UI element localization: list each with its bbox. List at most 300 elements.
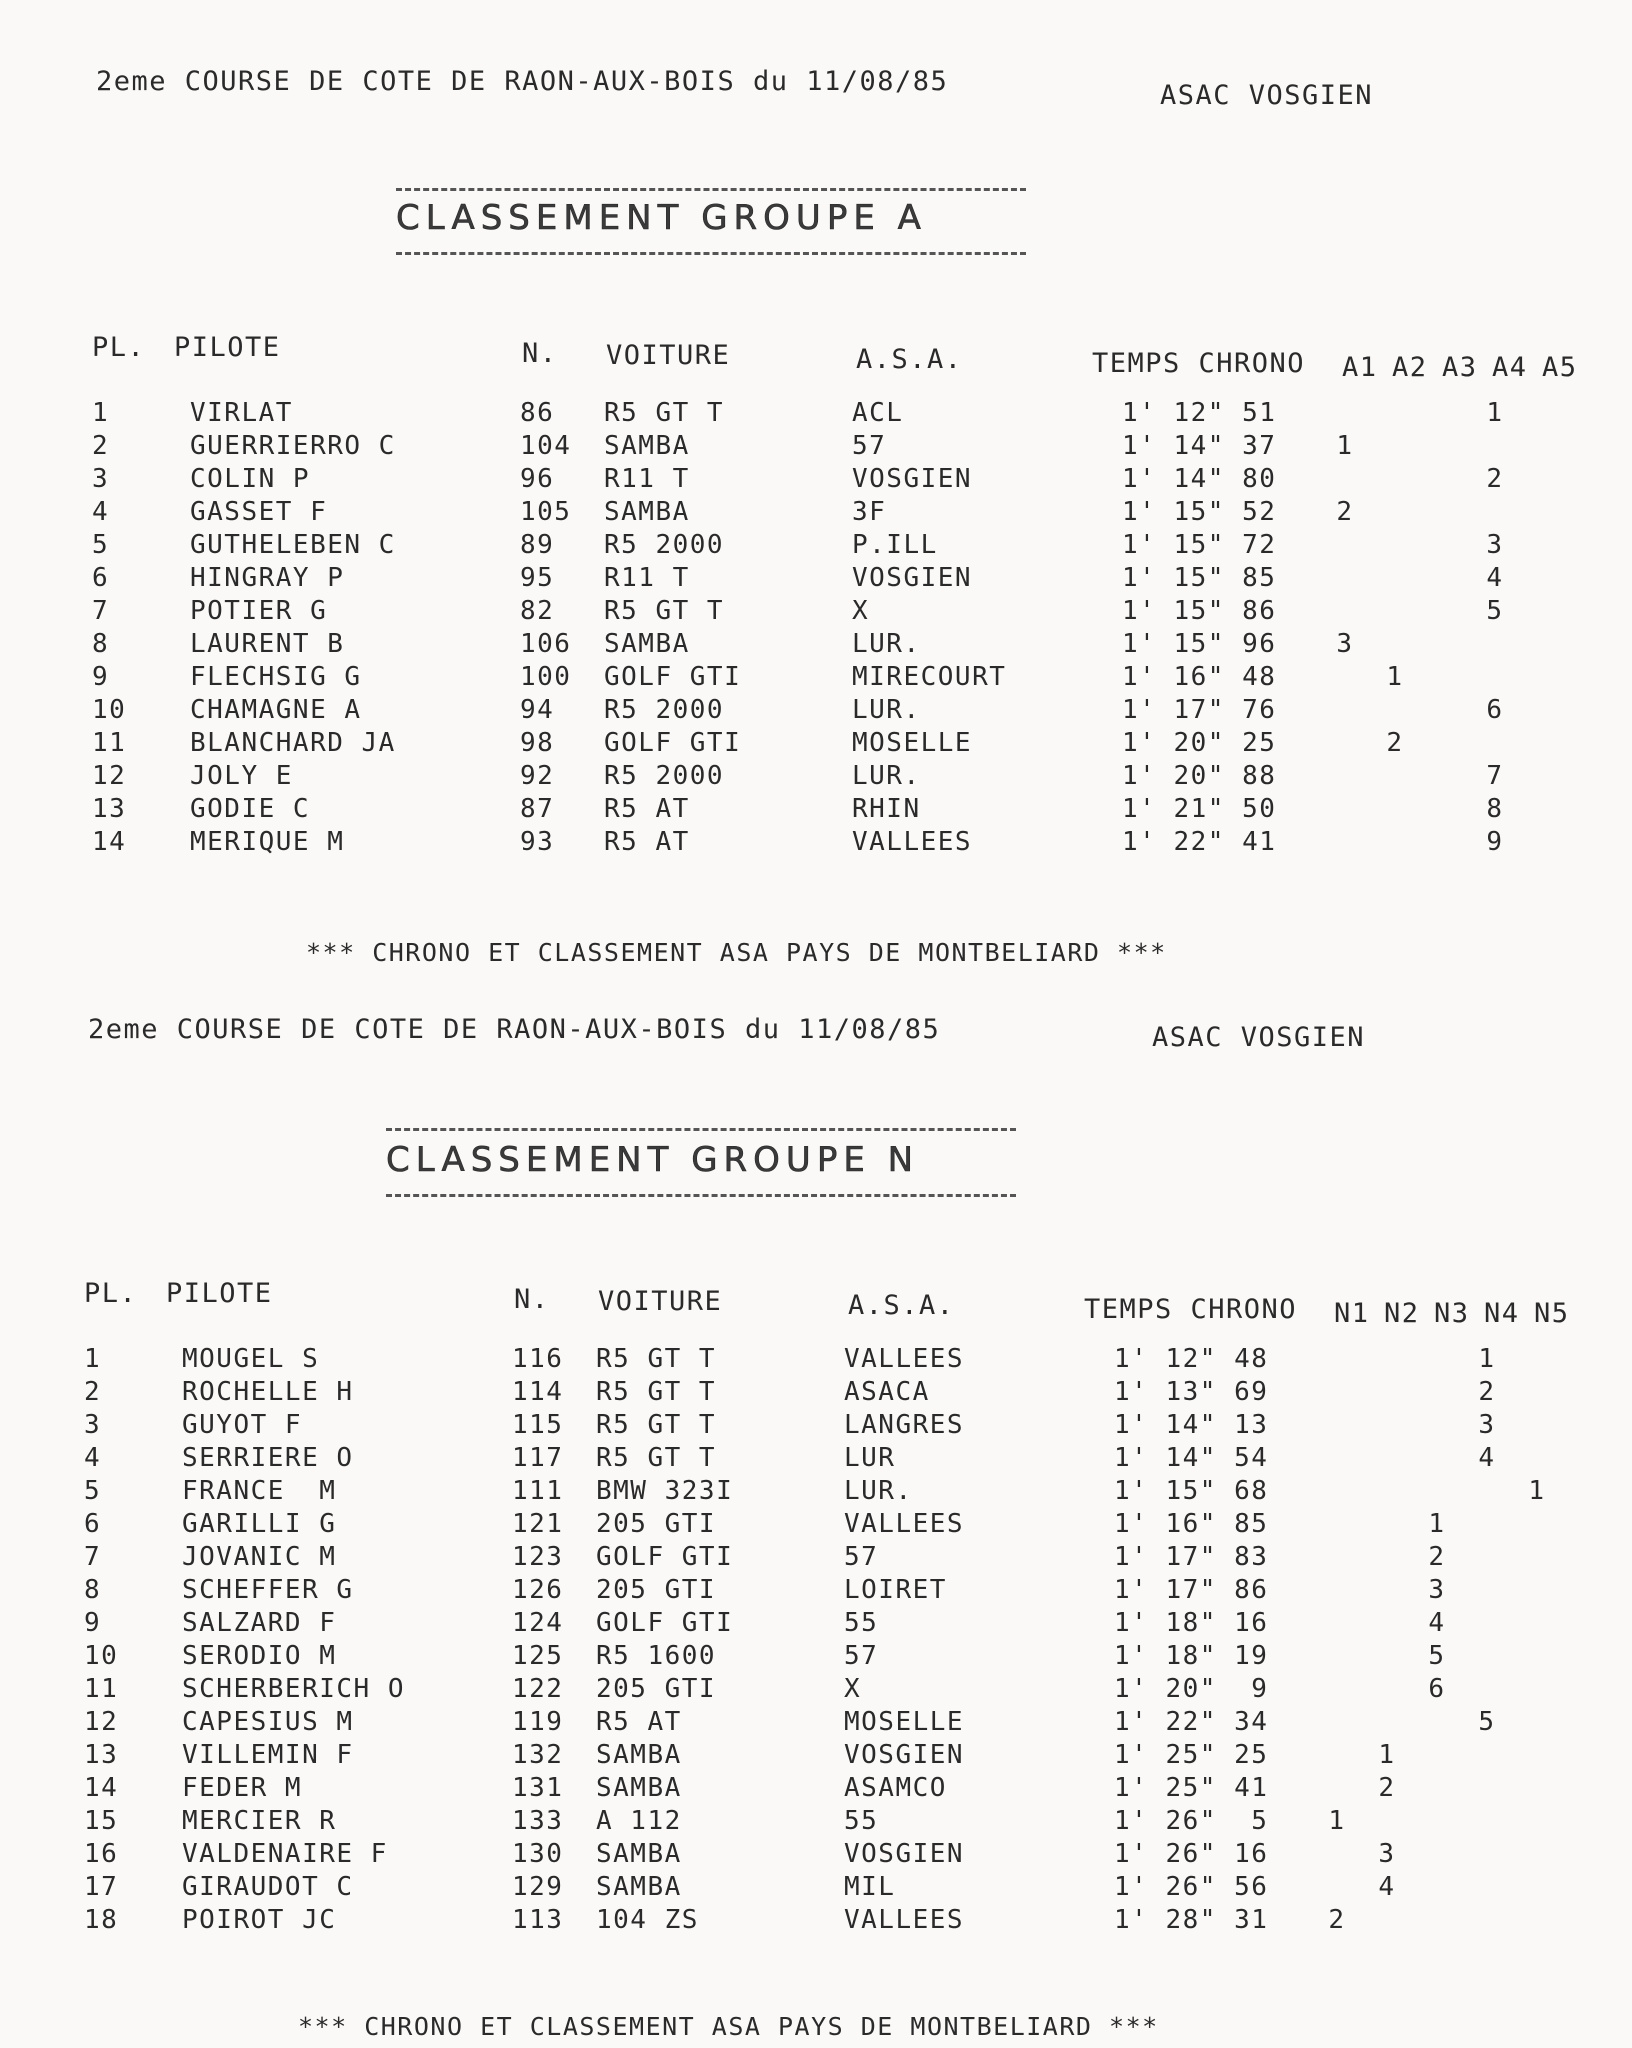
driver-cell: VILLEMIN F [182,1739,354,1770]
time-cell: 1' 15" 85 [1122,562,1277,593]
car-number-cell: 105 [520,496,572,527]
result-row [82,1672,1562,1705]
class-4-cell: 1 [1478,1343,1496,1374]
driver-cell: JOVANIC M [182,1541,337,1572]
time-cell: 1' 20" 88 [1122,760,1277,791]
car-number-cell: 106 [520,628,572,659]
car-cell: GOLF GTI [596,1541,734,1572]
car-number-cell: 92 [520,760,555,791]
rank-cell: 2 [84,1376,102,1407]
class-1-cell [1312,1672,1362,1705]
class-2-cell [1370,561,1420,594]
car-number-cell: 93 [520,826,555,857]
class-1-cell [1312,1474,1362,1507]
time-cell: 1' 16" 48 [1122,661,1277,692]
class-2-cell: 3 [1378,1838,1396,1869]
class-2-cell [1362,1507,1412,1540]
class-2-cell: 1 [1378,1739,1396,1770]
driver-cell: GARILLI G [182,1508,337,1539]
class-3-cell [1420,462,1470,495]
car-cell: SAMBA [604,430,690,461]
class-4-cell [1462,1771,1512,1804]
class-5-cell [1512,1705,1562,1738]
asa-cell: 57 [852,430,887,461]
driver-cell: MOUGEL S [182,1343,320,1374]
asa-cell: VALLEES [844,1904,965,1935]
col-header-class-2: N2 [1384,1298,1420,1329]
col-header-class-1: A1 [1342,352,1378,383]
class-3-cell [1420,726,1470,759]
class-5-cell [1520,594,1570,627]
class-1-cell [1312,1639,1362,1672]
result-row [82,1375,1562,1408]
class-1-cell [1312,1837,1362,1870]
class-4-cell: 5 [1486,595,1504,626]
class-3-cell: 2 [1428,1541,1446,1572]
rank-cell: 1 [92,397,110,428]
class-4-cell [1470,660,1520,693]
col-header-voiture: VOITURE [606,340,731,371]
car-cell: SAMBA [596,1838,682,1869]
class-1-cell [1320,396,1370,429]
rank-cell: 11 [84,1673,119,1704]
driver-cell: MERIQUE M [190,826,345,857]
car-number-cell: 130 [512,1838,564,1869]
rank-cell: 3 [84,1409,102,1440]
car-number-cell: 119 [512,1706,564,1737]
class-4-cell [1462,1606,1512,1639]
class-4-cell [1470,429,1520,462]
class-1-cell [1312,1738,1362,1771]
class-1-cell [1312,1606,1362,1639]
rank-cell: 14 [84,1772,119,1803]
car-cell: R5 GT T [604,595,725,626]
result-row [90,462,1570,495]
class-1-cell [1320,759,1370,792]
asa-cell: LOIRET [844,1574,947,1605]
asa-cell: LUR. [844,1475,913,1506]
rank-cell: 1 [84,1343,102,1374]
class-3-cell [1420,396,1470,429]
time-cell: 1' 17" 86 [1114,1574,1269,1605]
asa-cell: LANGRES [844,1409,965,1440]
car-cell: SAMBA [604,496,690,527]
class-1-cell [1320,660,1370,693]
class-2-cell [1362,1705,1412,1738]
car-number-cell: 98 [520,727,555,758]
car-cell: R5 GT T [596,1409,717,1440]
class-2-cell [1362,1606,1412,1639]
car-cell: 205 GTI [596,1508,717,1539]
class-4-cell [1462,1639,1512,1672]
asa-cell: VOSGIEN [844,1739,965,1770]
class-1-cell [1320,462,1370,495]
class-2-cell: 4 [1378,1871,1396,1902]
class-5-cell [1512,1804,1562,1837]
class-1-cell: 2 [1336,496,1354,527]
asa-cell: 55 [844,1607,879,1638]
footer-note: *** CHRONO ET CLASSEMENT ASA PAYS DE MONTBELIARD *** [306,938,1167,967]
driver-cell: GUTHELEBEN C [190,529,396,560]
rank-cell: 10 [92,694,127,725]
asa-cell: ACL [852,397,904,428]
rank-cell: 9 [84,1607,102,1638]
result-row [90,561,1570,594]
class-1-cell [1320,693,1370,726]
asa-cell: VALLEES [844,1508,965,1539]
time-cell: 1' 26" 5 [1114,1805,1269,1836]
title-rule-top [386,1128,1016,1131]
driver-cell: SALZARD F [182,1607,337,1638]
driver-cell: GUYOT F [182,1409,303,1440]
class-3-cell [1420,561,1470,594]
rank-cell: 12 [92,760,127,791]
class-3-cell [1420,495,1470,528]
asa-cell: X [852,595,870,626]
time-cell: 1' 22" 34 [1114,1706,1269,1737]
section-title: CLASSEMENT GROUPE N [386,1140,920,1180]
car-cell: A 112 [596,1805,682,1836]
car-cell: R5 GT T [604,397,725,428]
class-3-cell [1420,825,1470,858]
class-1-cell [1312,1342,1362,1375]
driver-cell: LAURENT B [190,628,345,659]
class-2-cell [1370,528,1420,561]
class-5-cell [1512,1375,1562,1408]
class-3-cell [1420,792,1470,825]
car-number-cell: 131 [512,1772,564,1803]
class-3-cell [1412,1342,1462,1375]
result-row [82,1408,1562,1441]
asa-cell: ASAMCO [844,1772,947,1803]
results-table-groupe-a [90,396,1570,858]
car-number-cell: 132 [512,1739,564,1770]
class-1-cell [1320,792,1370,825]
event-title: 2eme COURSE DE COTE DE RAON-AUX-BOIS du 11/08/85 [88,1014,941,1045]
col-header-pl: PL. [84,1278,138,1309]
col-header-asa: A.S.A. [848,1290,955,1321]
class-2-cell: 2 [1386,727,1404,758]
result-row [82,1573,1562,1606]
class-1-cell [1312,1441,1362,1474]
class-4-cell: 3 [1478,1409,1496,1440]
rank-cell: 15 [84,1805,119,1836]
class-3-cell: 4 [1428,1607,1446,1638]
car-cell: R11 T [604,562,690,593]
asa-cell: 57 [844,1640,879,1671]
rank-cell: 4 [92,496,110,527]
car-cell: SAMBA [596,1772,682,1803]
rank-cell: 12 [84,1706,119,1737]
result-row [82,1540,1562,1573]
car-number-cell: 96 [520,463,555,494]
class-2-cell [1362,1573,1412,1606]
time-cell: 1' 20" 9 [1114,1673,1269,1704]
rank-cell: 6 [84,1508,102,1539]
class-1-cell [1312,1375,1362,1408]
col-header-pilote: PILOTE [166,1278,273,1309]
car-number-cell: 104 [520,430,572,461]
time-cell: 1' 26" 56 [1114,1871,1269,1902]
col-header-pl: PL. [92,332,146,363]
driver-cell: SCHERBERICH O [182,1673,405,1704]
class-5-cell [1512,1738,1562,1771]
class-5-cell [1520,825,1570,858]
col-header-temps: TEMPS CHRONO [1084,1294,1298,1325]
class-2-cell [1362,1408,1412,1441]
driver-cell: VALDENAIRE F [182,1838,388,1869]
class-2-cell [1362,1441,1412,1474]
driver-cell: JOLY E [190,760,293,791]
class-4-cell [1462,1903,1512,1936]
car-cell: R5 AT [604,826,690,857]
col-header-class-3: N3 [1434,1298,1470,1329]
result-row [82,1837,1562,1870]
car-cell: R5 GT T [596,1442,717,1473]
asa-cell: VALLEES [844,1343,965,1374]
class-3-cell [1412,1804,1462,1837]
class-2-cell [1370,396,1420,429]
asa-cell: VOSGIEN [844,1838,965,1869]
class-2-cell: 2 [1378,1772,1396,1803]
class-4-cell: 3 [1486,529,1504,560]
col-header-class-4: A4 [1492,352,1528,383]
col-header-class-1: N1 [1334,1298,1370,1329]
asa-cell: LUR. [852,760,921,791]
class-4-cell: 2 [1478,1376,1496,1407]
time-cell: 1' 15" 52 [1122,496,1277,527]
driver-cell: GUERRIERRO C [190,430,396,461]
time-cell: 1' 18" 19 [1114,1640,1269,1671]
car-cell: R5 AT [596,1706,682,1737]
asa-cell: 55 [844,1805,879,1836]
time-cell: 1' 20" 25 [1122,727,1277,758]
asa-cell: MOSELLE [844,1706,965,1737]
rank-cell: 5 [92,529,110,560]
class-4-cell [1462,1837,1512,1870]
result-row [90,693,1570,726]
rank-cell: 5 [84,1475,102,1506]
col-header-temps: TEMPS CHRONO [1092,348,1306,379]
class-1-cell [1312,1870,1362,1903]
class-5-cell [1520,660,1570,693]
class-2-cell [1370,462,1420,495]
time-cell: 1' 17" 83 [1114,1541,1269,1572]
car-number-cell: 100 [520,661,572,692]
section-title: CLASSEMENT GROUPE A [396,198,927,238]
class-3-cell: 1 [1428,1508,1446,1539]
class-1-cell [1312,1705,1362,1738]
result-row [82,1342,1562,1375]
col-header-class-5: A5 [1542,352,1578,383]
result-row [82,1639,1562,1672]
asa-cell: MIRECOURT [852,661,1007,692]
class-2-cell [1370,792,1420,825]
class-4-cell: 4 [1478,1442,1496,1473]
class-4-cell: 2 [1486,463,1504,494]
result-row [90,792,1570,825]
class-5-cell [1520,528,1570,561]
result-row [90,396,1570,429]
class-2-cell [1362,1804,1412,1837]
class-3-cell [1412,1837,1462,1870]
result-row [82,1738,1562,1771]
class-2-cell [1370,627,1420,660]
class-4-cell: 5 [1478,1706,1496,1737]
col-header-voiture: VOITURE [598,1286,723,1317]
class-5-cell [1512,1606,1562,1639]
driver-cell: SERODIO M [182,1640,337,1671]
driver-cell: MERCIER R [182,1805,337,1836]
car-cell: GOLF GTI [596,1607,734,1638]
asa-cell: ASACA [844,1376,930,1407]
class-3-cell [1412,1441,1462,1474]
car-number-cell: 125 [512,1640,564,1671]
car-number-cell: 82 [520,595,555,626]
time-cell: 1' 25" 41 [1114,1772,1269,1803]
driver-cell: GIRAUDOT C [182,1871,354,1902]
class-5-cell [1512,1507,1562,1540]
class-5-cell [1520,693,1570,726]
class-4-cell [1462,1540,1512,1573]
driver-cell: SERRIERE O [182,1442,354,1473]
asa-cell: RHIN [852,793,921,824]
rank-cell: 4 [84,1442,102,1473]
rank-cell: 16 [84,1838,119,1869]
class-5-cell [1520,726,1570,759]
class-1-cell [1320,825,1370,858]
event-title: 2eme COURSE DE COTE DE RAON-AUX-BOIS du 11/08/85 [96,66,949,97]
class-4-cell [1462,1870,1512,1903]
class-3-cell [1420,594,1470,627]
car-number-cell: 129 [512,1871,564,1902]
driver-cell: POTIER G [190,595,328,626]
class-5-cell [1520,627,1570,660]
class-1-cell [1312,1771,1362,1804]
class-2-cell [1362,1903,1412,1936]
car-number-cell: 94 [520,694,555,725]
time-cell: 1' 15" 68 [1114,1475,1269,1506]
class-3-cell [1412,1870,1462,1903]
class-4-cell [1470,627,1520,660]
result-row [90,495,1570,528]
asa-cell: MIL [844,1871,896,1902]
result-row [82,1507,1562,1540]
asa-cell: 3F [852,496,887,527]
rank-cell: 6 [92,562,110,593]
title-rule-top [396,188,1026,191]
result-row [82,1804,1562,1837]
class-3-cell [1420,759,1470,792]
driver-cell: POIROT JC [182,1904,337,1935]
class-2-cell [1362,1672,1412,1705]
car-cell: SAMBA [604,628,690,659]
driver-cell: FLECHSIG G [190,661,362,692]
class-2-cell [1362,1342,1412,1375]
class-2-cell [1370,825,1420,858]
asa-cell: X [844,1673,862,1704]
col-header-n: N. [522,338,558,369]
title-rule-bottom [386,1194,1016,1197]
rank-cell: 3 [92,463,110,494]
rank-cell: 7 [84,1541,102,1572]
class-4-cell: 9 [1486,826,1504,857]
rank-cell: 17 [84,1871,119,1902]
car-cell: SAMBA [596,1739,682,1770]
driver-cell: CAPESIUS M [182,1706,354,1737]
car-number-cell: 89 [520,529,555,560]
class-1-cell [1312,1573,1362,1606]
car-cell: GOLF GTI [604,661,742,692]
class-2-cell [1370,429,1420,462]
driver-cell: BLANCHARD JA [190,727,396,758]
car-number-cell: 133 [512,1805,564,1836]
asa-cell: VOSGIEN [852,463,973,494]
class-3-cell [1420,429,1470,462]
class-2-cell [1370,759,1420,792]
class-5-cell [1520,429,1570,462]
col-header-class-2: A2 [1392,352,1428,383]
rank-cell: 13 [84,1739,119,1770]
rank-cell: 13 [92,793,127,824]
driver-cell: GASSET F [190,496,328,527]
time-cell: 1' 14" 13 [1114,1409,1269,1440]
class-4-cell [1462,1804,1512,1837]
class-5-cell [1520,495,1570,528]
class-4-cell [1462,1573,1512,1606]
class-5-cell [1512,1639,1562,1672]
car-cell: R11 T [604,463,690,494]
class-2-cell [1362,1375,1412,1408]
class-2-cell [1362,1474,1412,1507]
class-3-cell [1412,1474,1462,1507]
car-number-cell: 95 [520,562,555,593]
rank-cell: 9 [92,661,110,692]
car-cell: BMW 323I [596,1475,734,1506]
title-rule-bottom [396,252,1026,255]
class-5-cell [1520,792,1570,825]
car-cell: R5 2000 [604,760,725,791]
rank-cell: 11 [92,727,127,758]
time-cell: 1' 14" 80 [1122,463,1277,494]
class-3-cell [1412,1771,1462,1804]
result-row [82,1474,1562,1507]
driver-cell: ROCHELLE H [182,1376,354,1407]
asa-cell: VALLEES [852,826,973,857]
class-5-cell [1512,1870,1562,1903]
class-1-cell: 2 [1328,1904,1346,1935]
class-5-cell [1520,396,1570,429]
car-number-cell: 111 [512,1475,564,1506]
driver-cell: VIRLAT [190,397,293,428]
driver-cell: SCHEFFER G [182,1574,354,1605]
result-row [90,429,1570,462]
class-1-cell: 3 [1336,628,1354,659]
col-header-class-3: A3 [1442,352,1478,383]
col-header-asa: A.S.A. [856,344,963,375]
class-5-cell [1512,1573,1562,1606]
class-2-cell [1370,495,1420,528]
class-3-cell [1412,1738,1462,1771]
class-5-cell [1520,759,1570,792]
time-cell: 1' 15" 86 [1122,595,1277,626]
asa-cell: 57 [844,1541,879,1572]
car-cell: R5 2000 [604,529,725,560]
time-cell: 1' 28" 31 [1114,1904,1269,1935]
time-cell: 1' 15" 72 [1122,529,1277,560]
car-number-cell: 114 [512,1376,564,1407]
result-row [90,627,1570,660]
